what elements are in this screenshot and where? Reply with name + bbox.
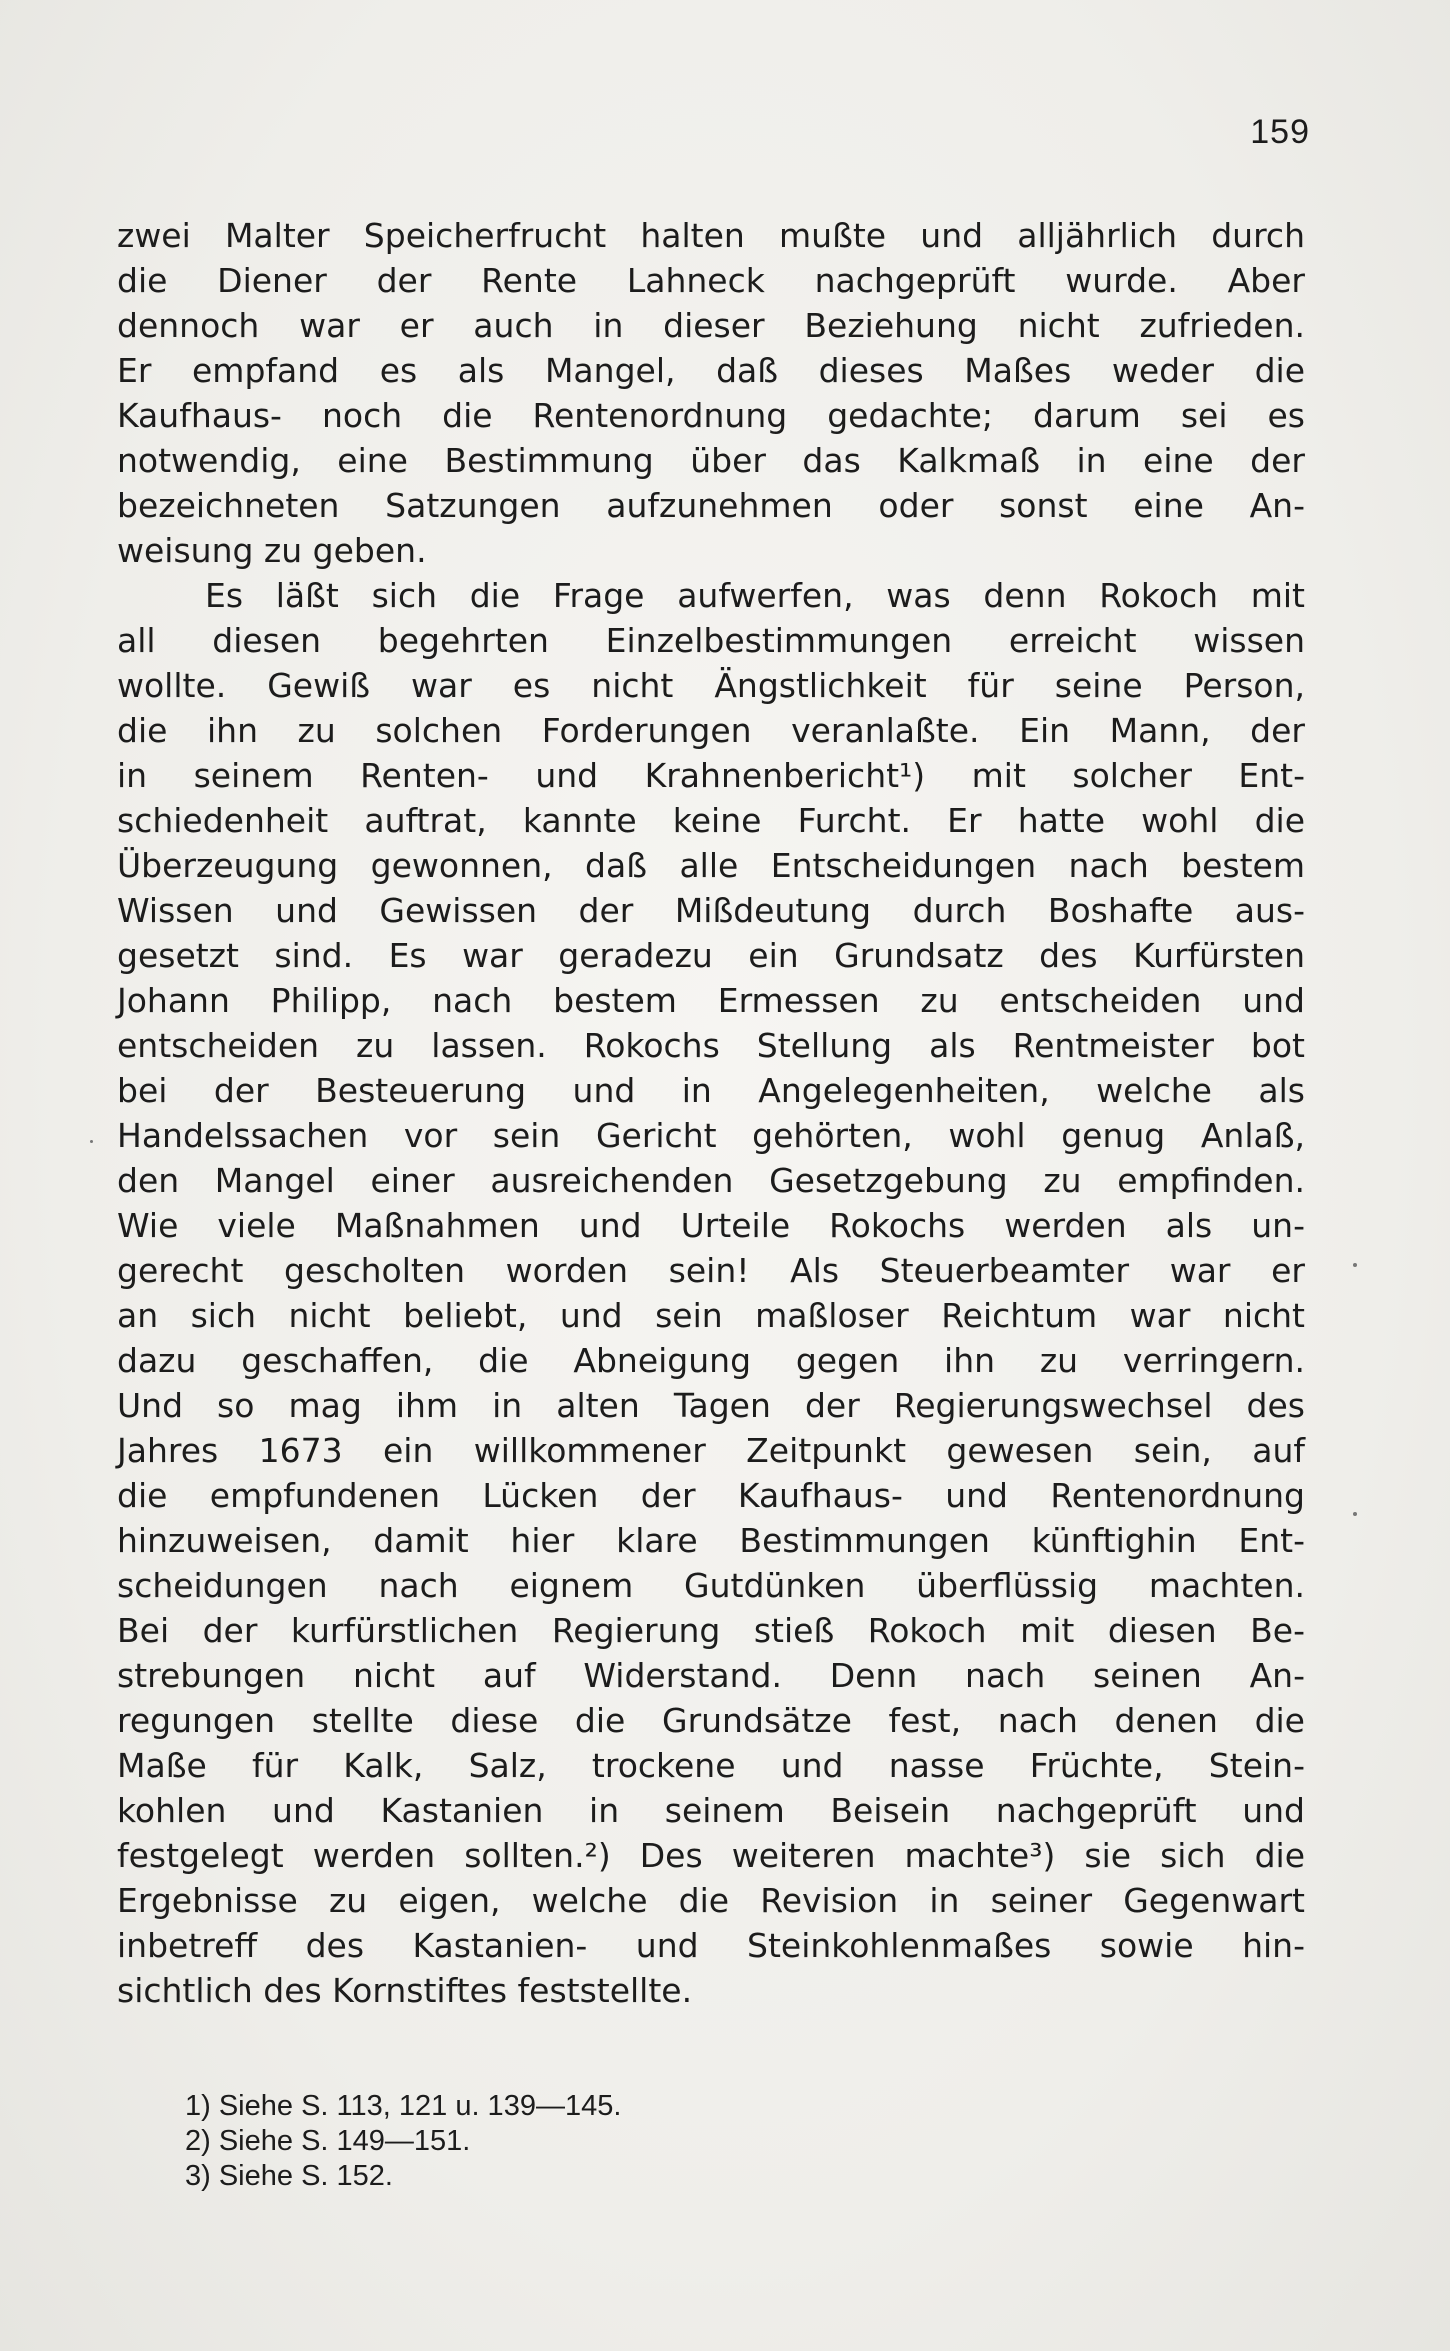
- footnote-3: 3) Siehe S. 152.: [185, 2160, 393, 2192]
- footnote-1: 1) Siehe S. 113, 121 u. 139—145.: [185, 2090, 622, 2122]
- text-line: Überzeugung gewonnen, daß alle Entscheidungen nach bestem: [117, 846, 1305, 885]
- text-line: weisung zu geben.: [117, 531, 427, 570]
- page-number: 159: [1250, 113, 1310, 151]
- text-line: hinzuweisen, damit hier klare Bestimmungen künftighin Ent-: [117, 1521, 1305, 1560]
- text-line: bezeichneten Satzungen aufzunehmen oder sonst eine An-: [117, 486, 1305, 525]
- text-line: inbetreff des Kastanien- und Steinkohlenmaßes sowie hin-: [117, 1926, 1305, 1965]
- text-line: festgelegt werden sollten.²) Des weiteren machte³) sie sich die: [117, 1836, 1305, 1875]
- text-line: die ihn zu solchen Forderungen veranlaßte. Ein Mann, der: [117, 711, 1305, 750]
- text-line: sichtlich des Kornstiftes feststellte.: [117, 1971, 693, 2010]
- text-line: Bei der kurfürstlichen Regierung stieß Rokoch mit diesen Be-: [117, 1611, 1305, 1650]
- text-line: an sich nicht beliebt, und sein maßloser Reichtum war nicht: [117, 1296, 1305, 1335]
- text-line: dazu geschaffen, die Abneigung gegen ihn zu verringern.: [117, 1341, 1305, 1380]
- text-line: den Mangel einer ausreichenden Gesetzgebung zu empfinden.: [117, 1161, 1305, 1200]
- paper-speck: [1353, 1512, 1357, 1516]
- text-line: in seinem Renten- und Krahnenbericht¹) mit solcher Ent-: [117, 756, 1305, 795]
- text-line: kohlen und Kastanien in seinem Beisein nachgeprüft und: [117, 1791, 1305, 1830]
- text-line: scheidungen nach eignem Gutdünken überflüssig machten.: [117, 1566, 1305, 1605]
- text-line: Johann Philipp, nach bestem Ermessen zu entscheiden und: [117, 981, 1305, 1020]
- footnote-2: 2) Siehe S. 149—151.: [185, 2125, 471, 2157]
- text-line: schiedenheit auftrat, kannte keine Furcht. Er hatte wohl die: [117, 801, 1305, 840]
- text-line: gesetzt sind. Es war geradezu ein Grundsatz des Kurfürsten: [117, 936, 1305, 975]
- text-line: Maße für Kalk, Salz, trockene und nasse Früchte, Stein-: [117, 1746, 1305, 1785]
- text-line: wollte. Gewiß war es nicht Ängstlichkeit für seine Person,: [117, 666, 1305, 705]
- text-line: entscheiden zu lassen. Rokochs Stellung als Rentmeister bot: [117, 1026, 1305, 1065]
- text-line: dennoch war er auch in dieser Beziehung nicht zufrieden.: [117, 306, 1305, 345]
- paper-speck: [90, 1140, 93, 1143]
- text-line: regungen stellte diese die Grundsätze fest, nach denen die: [117, 1701, 1305, 1740]
- text-line: all diesen begehrten Einzelbestimmungen erreicht wissen: [117, 621, 1305, 660]
- text-line: notwendig, eine Bestimmung über das Kalkmaß in eine der: [117, 441, 1305, 480]
- footnotes: [185, 2089, 885, 2194]
- text-line: Wissen und Gewissen der Mißdeutung durch Boshafte aus-: [117, 891, 1305, 930]
- text-line: Er empfand es als Mangel, daß dieses Maßes weder die: [117, 351, 1305, 390]
- text-line: Und so mag ihm in alten Tagen der Regierungswechsel des: [117, 1386, 1305, 1425]
- text-line: die Diener der Rente Lahneck nachgeprüft wurde. Aber: [117, 261, 1305, 300]
- text-line: strebungen nicht auf Widerstand. Denn nach seinen An-: [117, 1656, 1305, 1695]
- text-line: Ergebnisse zu eigen, welche die Revision in seiner Gegenwart: [117, 1881, 1305, 1920]
- paragraph-start-line: Es läßt sich die Frage aufwerfen, was denn Rokoch mit: [205, 576, 1305, 615]
- text-line: gerecht gescholten worden sein! Als Steuerbeamter war er: [117, 1251, 1305, 1290]
- text-line: Wie viele Maßnahmen und Urteile Rokochs werden als un-: [117, 1206, 1305, 1245]
- paper-speck: [1353, 1263, 1357, 1267]
- text-line: Handelssachen vor sein Gericht gehörten, wohl genug Anlaß,: [117, 1116, 1305, 1155]
- text-line: Jahres 1673 ein willkommener Zeitpunkt gewesen sein, auf: [117, 1431, 1305, 1470]
- text-line: die empfundenen Lücken der Kaufhaus- und Rentenordnung: [117, 1476, 1305, 1515]
- text-line: zwei Malter Speicherfrucht halten mußte und alljährlich durch: [117, 216, 1305, 255]
- text-line: bei der Besteuerung und in Angelegenheiten, welche als: [117, 1071, 1305, 1110]
- text-line: Kaufhaus- noch die Rentenordnung gedachte; darum sei es: [117, 396, 1305, 435]
- body-text: [117, 213, 1305, 2013]
